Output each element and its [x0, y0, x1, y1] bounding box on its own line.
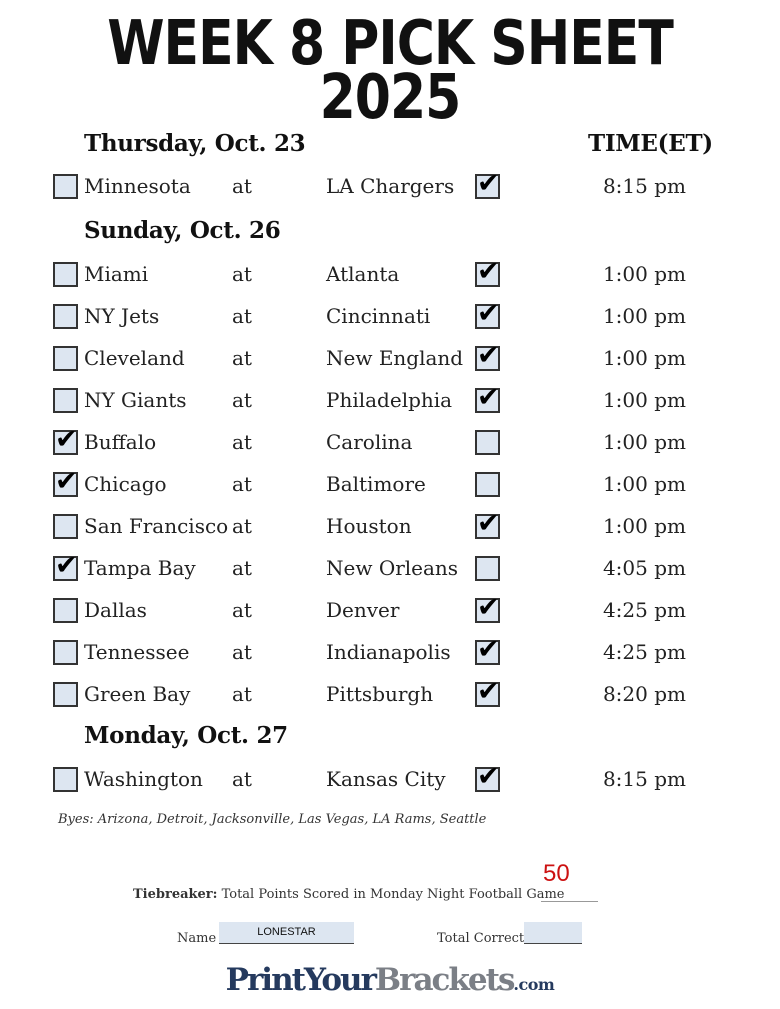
at-label: at	[232, 767, 252, 791]
away-pick-checkbox[interactable]	[53, 466, 78, 497]
game-time: 1:00 pm	[602, 304, 686, 328]
game-time: 8:15 pm	[602, 174, 686, 198]
at-label: at	[232, 640, 252, 664]
day-header-thursday: Thursday, Oct. 23	[84, 130, 306, 157]
checkmark-icon: ✔	[477, 508, 500, 539]
game-time: 4:05 pm	[602, 556, 686, 580]
at-label: at	[232, 514, 252, 538]
at-label: at	[232, 346, 252, 370]
home-team: LA Chargers	[326, 174, 455, 198]
home-team: Houston	[326, 514, 412, 538]
away-team: Cleveland	[84, 346, 185, 370]
home-pick-checkbox[interactable]	[475, 168, 500, 199]
game-row	[0, 761, 780, 796]
home-pick-checkbox[interactable]	[475, 556, 500, 581]
byes-note: Byes: Arizona, Detroit, Jacksonville, Las Vegas, LA Rams, Seattle	[58, 812, 487, 827]
at-label: at	[232, 174, 252, 198]
tiebreaker-line	[133, 887, 565, 902]
home-team: Carolina	[326, 430, 413, 454]
home-pick-checkbox[interactable]	[475, 298, 500, 329]
away-pick-checkbox[interactable]	[53, 262, 78, 287]
away-pick-checkbox[interactable]	[53, 346, 78, 371]
at-label: at	[232, 304, 252, 328]
away-team: San Francisco	[84, 514, 229, 538]
home-team: Cincinnati	[326, 304, 431, 328]
game-time: 8:20 pm	[602, 682, 686, 706]
at-label: at	[232, 430, 252, 454]
game-time: 4:25 pm	[602, 640, 686, 664]
away-pick-checkbox[interactable]	[53, 550, 78, 581]
home-pick-checkbox[interactable]	[475, 340, 500, 371]
game-row	[0, 550, 780, 585]
tiebreaker-label: Tiebreaker:	[133, 887, 218, 902]
name-field[interactable]: LONESTAR	[219, 922, 354, 944]
away-team: Buffalo	[84, 430, 157, 454]
away-team: Tennessee	[84, 640, 190, 664]
home-team: Baltimore	[326, 472, 426, 496]
away-pick-checkbox[interactable]	[53, 304, 78, 329]
game-time: 1:00 pm	[602, 472, 686, 496]
at-label: at	[232, 388, 252, 412]
checkmark-icon: ✔	[477, 592, 500, 623]
game-row	[0, 592, 780, 627]
page-title-line1: WEEK 8 PICK SHEET	[107, 8, 673, 80]
away-pick-checkbox[interactable]	[53, 174, 78, 199]
tiebreaker-value[interactable]: 50	[543, 860, 570, 887]
home-team: Denver	[326, 598, 400, 622]
checkmark-icon: ✔	[477, 340, 500, 371]
checkmark-icon: ✔	[477, 382, 500, 413]
away-team: NY Giants	[84, 388, 187, 412]
checkmark-icon: ✔	[55, 466, 78, 497]
total-correct-label: Total Correct	[437, 931, 525, 946]
name-label: Name	[177, 931, 217, 946]
game-time: 1:00 pm	[602, 262, 686, 286]
checkmark-icon: ✔	[477, 676, 500, 707]
home-pick-checkbox[interactable]	[475, 676, 500, 707]
game-row	[0, 168, 780, 203]
home-team: Indianapolis	[326, 640, 451, 664]
game-row	[0, 508, 780, 543]
checkmark-icon: ✔	[477, 634, 500, 665]
home-team: Pittsburgh	[326, 682, 434, 706]
home-pick-checkbox[interactable]	[475, 430, 500, 455]
checkmark-icon: ✔	[477, 168, 500, 199]
away-team: Miami	[84, 262, 149, 286]
page-title-year: 2025	[319, 62, 461, 134]
away-pick-checkbox[interactable]	[53, 767, 78, 792]
game-row	[0, 466, 780, 501]
day-header-monday: Monday, Oct. 27	[84, 722, 288, 749]
away-team: Chicago	[84, 472, 167, 496]
away-team: NY Jets	[84, 304, 160, 328]
away-team: Washington	[84, 767, 203, 791]
home-team: Philadelphia	[326, 388, 453, 412]
checkmark-icon: ✔	[477, 761, 500, 792]
at-label: at	[232, 262, 252, 286]
away-pick-checkbox[interactable]	[53, 640, 78, 665]
game-time: 1:00 pm	[602, 346, 686, 370]
total-correct-field[interactable]	[524, 922, 582, 944]
home-pick-checkbox[interactable]	[475, 508, 500, 539]
time-column-header: TIME(ET)	[588, 130, 713, 157]
home-team: Atlanta	[326, 262, 400, 286]
away-pick-checkbox[interactable]	[53, 682, 78, 707]
away-pick-checkbox[interactable]	[53, 598, 78, 623]
away-team: Minnesota	[84, 174, 191, 198]
checkmark-icon: ✔	[477, 256, 500, 287]
game-row	[0, 676, 780, 711]
game-row	[0, 256, 780, 291]
game-row	[0, 424, 780, 459]
home-pick-checkbox[interactable]	[475, 472, 500, 497]
away-pick-checkbox[interactable]	[53, 514, 78, 539]
away-team: Dallas	[84, 598, 147, 622]
home-pick-checkbox[interactable]	[475, 256, 500, 287]
game-time: 4:25 pm	[602, 598, 686, 622]
away-team: Green Bay	[84, 682, 191, 706]
home-team: New England	[326, 346, 464, 370]
home-pick-checkbox[interactable]	[475, 634, 500, 665]
at-label: at	[232, 682, 252, 706]
away-team: Tampa Bay	[84, 556, 196, 580]
checkmark-icon: ✔	[55, 424, 78, 455]
home-team: Kansas City	[326, 767, 446, 791]
game-time: 8:15 pm	[602, 767, 686, 791]
game-row	[0, 340, 780, 375]
away-pick-checkbox[interactable]	[53, 424, 78, 455]
at-label: at	[232, 598, 252, 622]
game-row	[0, 298, 780, 333]
game-row	[0, 382, 780, 417]
logo-part-1: PrintYour	[225, 962, 375, 998]
tiebreaker-underline	[541, 901, 598, 902]
home-pick-checkbox[interactable]	[475, 382, 500, 413]
game-time: 1:00 pm	[602, 514, 686, 538]
game-time: 1:00 pm	[602, 388, 686, 412]
at-label: at	[232, 556, 252, 580]
home-team: New Orleans	[326, 556, 459, 580]
at-label: at	[232, 472, 252, 496]
logo-part-2: Brackets	[374, 962, 514, 998]
tiebreaker-text: Total Points Scored in Monday Night Football Game	[221, 887, 565, 902]
home-pick-checkbox[interactable]	[475, 592, 500, 623]
game-time: 1:00 pm	[602, 430, 686, 454]
home-pick-checkbox[interactable]	[475, 761, 500, 792]
away-pick-checkbox[interactable]	[53, 388, 78, 413]
game-row	[0, 634, 780, 669]
checkmark-icon: ✔	[477, 298, 500, 329]
day-header-sunday: Sunday, Oct. 26	[84, 217, 281, 244]
logo-part-3: .com	[513, 975, 555, 994]
site-logo[interactable]	[0, 962, 780, 998]
checkmark-icon: ✔	[55, 550, 78, 581]
